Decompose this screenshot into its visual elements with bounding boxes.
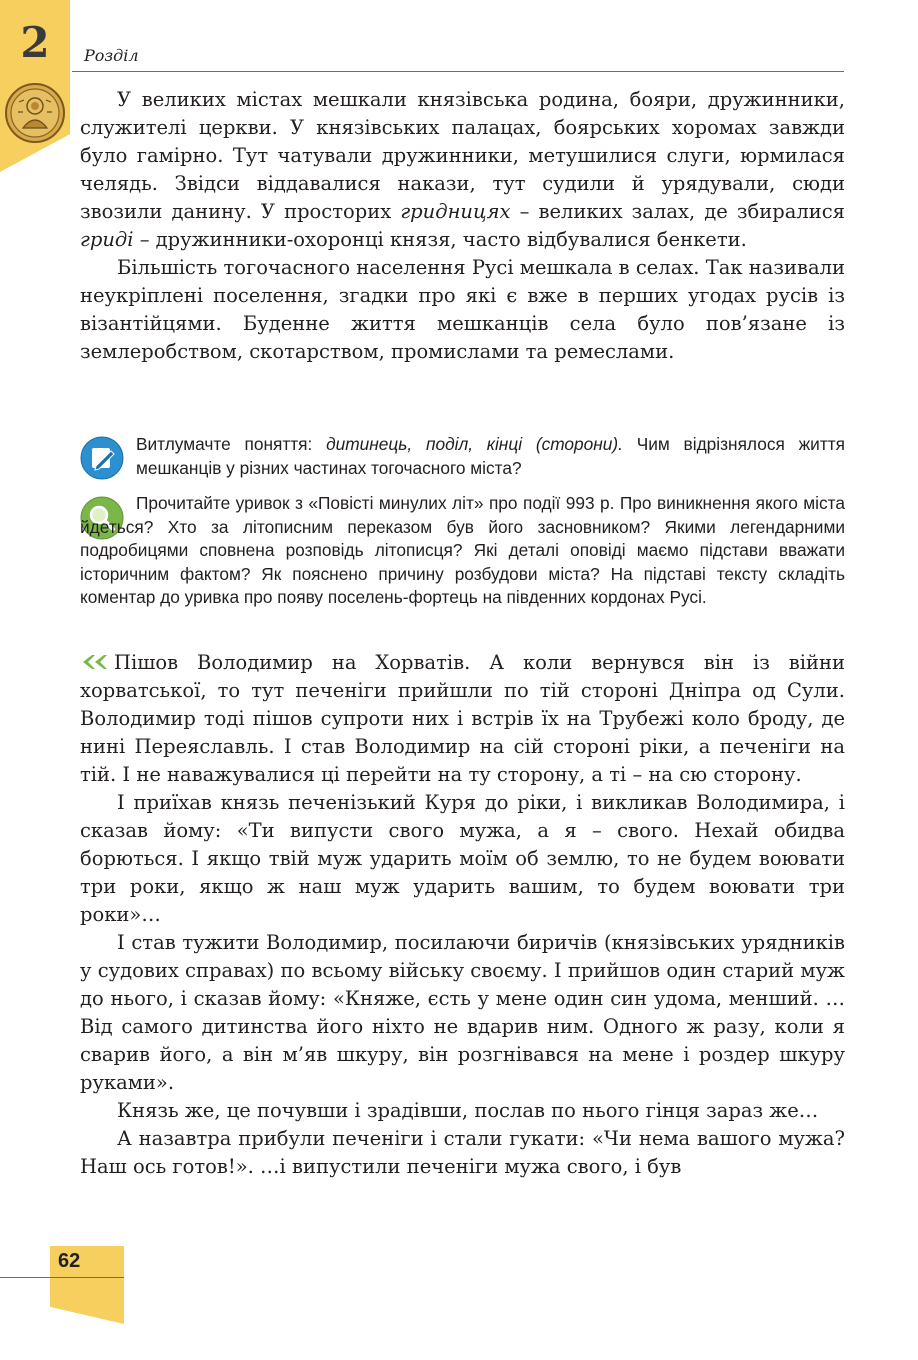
task-1-terms: дитинець, поділ, кінці (сторони).: [326, 434, 623, 454]
paragraph: Більшість тогочасного населення Русі мешкала в селах. Так називали неукріплені поселення, згадки про які є вже в перших угодах русів із візантійцями. Буденне життя мешканців села було пов’язане із землеробством, скотарством, промислами та ремеслами.: [80, 256, 845, 363]
term-hrydnytsi: гридницях: [400, 200, 511, 223]
term-hridi: гриді: [80, 228, 134, 251]
chapter-number: 2: [20, 18, 50, 67]
paragraph: Князь же, це почувши і зрадівши, послав по нього гінця зараз же…: [117, 1099, 819, 1122]
paragraph: У великих містах мешкали князівська родина, бояри, дружинники, служителі церкви. У князівських палацах, боярських хоромах завжди було гамірно. Тут чатували дружинники, метушилися слуги, юрмилася челядь. Звідси віддавалися накази, тут судили й урядували, сюди звозили данину. У просторих гридницях – великих залах, де збиралися гриді – дружинники-охоронці князя, часто відбувалися бенкети.: [80, 88, 845, 251]
chapter-label: Розділ: [84, 46, 139, 65]
chronicle-quote: [80, 649, 845, 1181]
saint-medallion-icon: [4, 82, 66, 144]
paragraph: І став тужити Володимир, посилаючи биричів (князівських урядників у судових справах) по всьому війську своєму. І прийшов один старий муж до нього, і сказав йому: «Княже, єсть у мене один син удома, менший. …Від самого дитинства його ніхто не вдарив ним. Одного ж разу, коли я сварив його, а він м’яв шкуру, він розгнівався на мене і роздер шкуру руками».: [80, 931, 845, 1094]
body-section-1: [80, 86, 845, 366]
paragraph: І приїхав князь печенізький Куря до ріки, і викликав Володимира, і сказав йому: «Ти випусти свого мужа, а я – свого. Нехай обидва борються. І якщо твій муж ударить моїм об землю, то не будем воювати три роки, якщо ж наш муж ударить вашим, то будем воювати три роки»…: [80, 791, 845, 926]
header-divider: [72, 71, 844, 72]
task-2: Прочитайте уривок з «Повісті минулих літ» про події 993 р. Про виникнення якого міста йдеться? Хто за літописним переказом був його засновником? Якими легендарними подробицями сповнена розповідь літописця? Які деталі оповіді маємо підстави вважати історичним фактом? Як пояснено причину розбудови міста? На підставі тексту складіть коментар до уривка про появу поселень-фортець на південних кордонах Русі.: [80, 493, 845, 607]
paragraph: Пішов Володимир на Хорватів. А коли вернувся він із війни хорватської, то тут печеніги прийшли по тій стороні Дніпра од Сули. Володимир тоді пішов супроти них і встрів їх на Трубежі коло броду, де нині Переяславль. І став Володимир на сій стороні ріки, а печеніги на тій. І не наважувалися ці перейти на ту сторону, а ті – на сю сторону.: [80, 651, 845, 786]
paragraph: А назавтра прибули печеніги і стали гукати: «Чи нема вашого мужа? Наш ось готов!». …і випустили печеніги мужа свого, і був: [80, 1127, 845, 1178]
task-1: Витлумачте поняття: дитинець, поділ, кінці (сторони). Чим відрізнялося життя мешканців у різних частинах тогочасного міста?: [136, 434, 846, 478]
footer-divider: [0, 1277, 124, 1278]
double-chevron-quote-icon: [80, 654, 110, 670]
page-number: 62: [58, 1250, 81, 1272]
